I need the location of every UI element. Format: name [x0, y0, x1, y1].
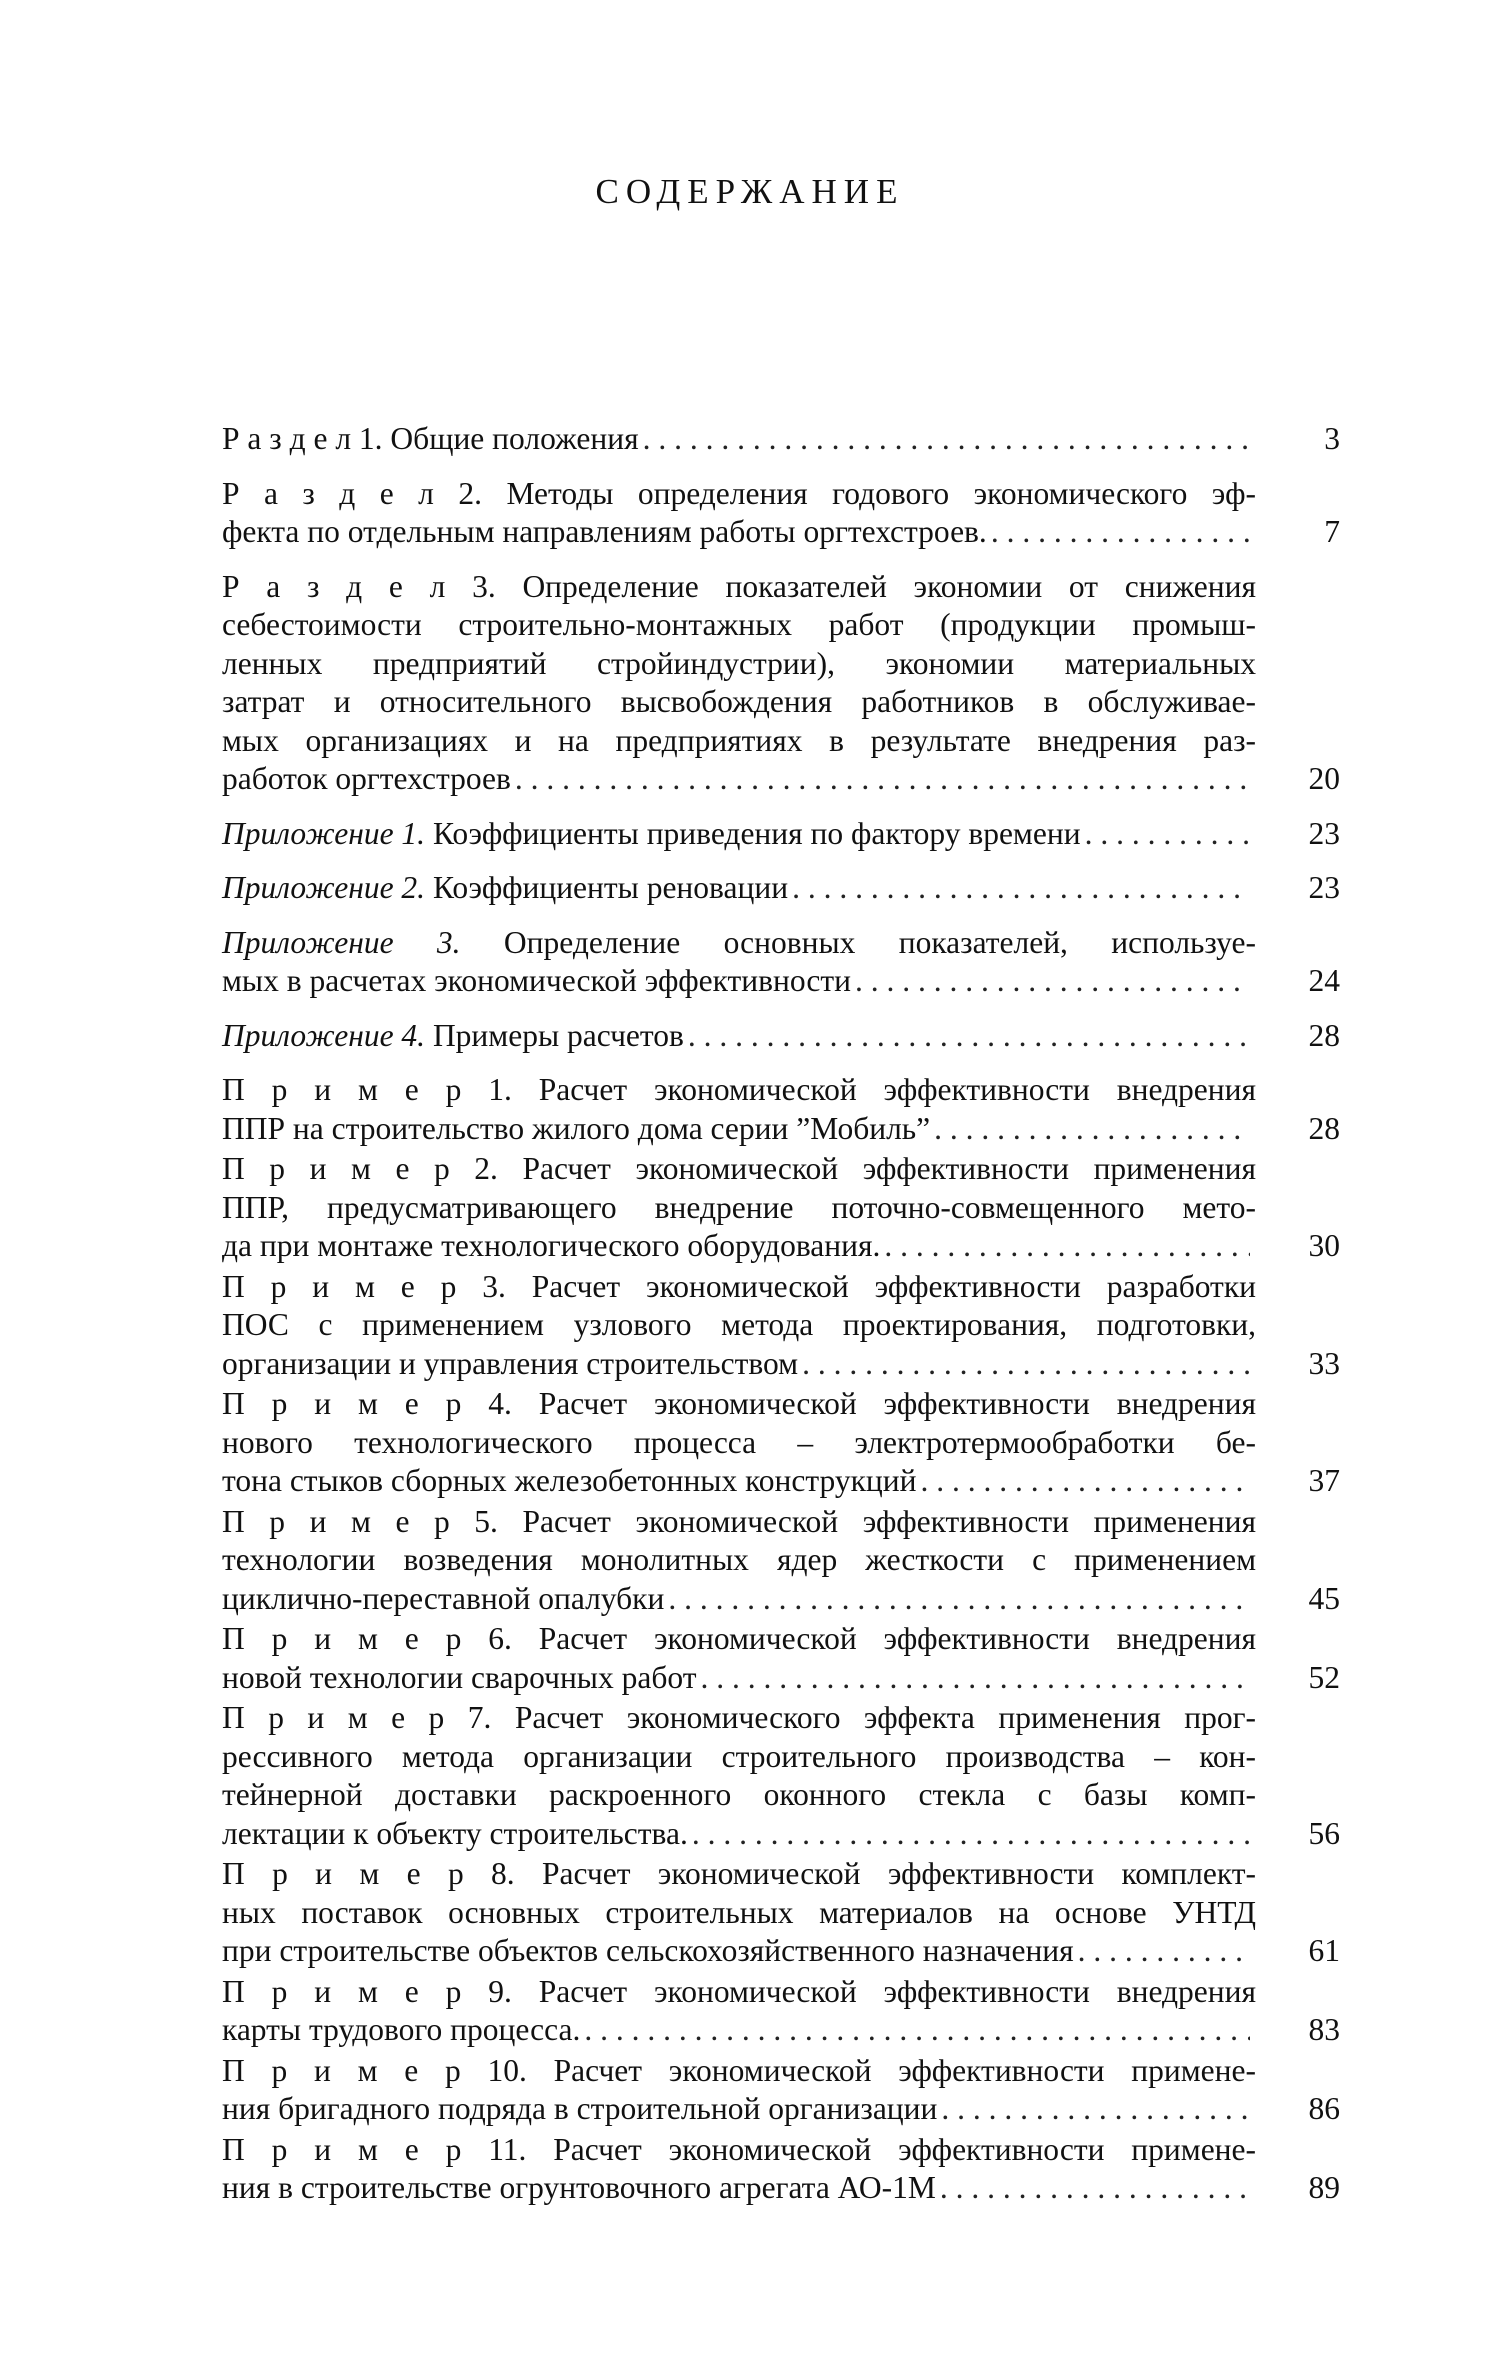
- toc-line: [222, 1932, 1256, 1971]
- toc-entry-prefix: П р и м е р 8.: [222, 1856, 515, 1891]
- toc-entry-line-text: Расчет экономической эффективности разработки: [531, 1268, 1256, 1304]
- toc-entry-prefix: Р а з д е л 3.: [222, 568, 496, 604]
- toc-line: [222, 645, 1256, 684]
- toc-entry-prefix: П р и м е р 9.: [222, 1973, 512, 2009]
- toc-line: [222, 1659, 1256, 1698]
- toc-line: [222, 1580, 1256, 1619]
- toc-page-number: 86: [1308, 2091, 1340, 2126]
- toc-line: [222, 1227, 1256, 1266]
- toc-page-number: 56: [1308, 1815, 1340, 1851]
- dot-leader: [584, 2011, 1250, 2050]
- toc-entry-line-text: тона стыков сборных железобетонных конструкций: [222, 1463, 917, 1498]
- toc-page-number: 28: [1308, 1110, 1340, 1146]
- toc-line: [222, 1462, 1256, 1501]
- toc-line: [222, 1268, 1256, 1307]
- toc-entry-line-text: Расчет экономической эффективности применения: [522, 1503, 1256, 1539]
- toc-page-number: 37: [1308, 1463, 1340, 1498]
- toc-page-number: 24: [1308, 963, 1340, 998]
- dot-leader: [855, 962, 1250, 1001]
- toc-entry-line-text: Методы определения годового экономического эф-: [506, 475, 1256, 511]
- toc-entry-line-text: ния бригадного подряда в строительной организации: [222, 2091, 938, 2126]
- toc-entry-line-text: Расчет экономической эффективности внедрения: [538, 1072, 1256, 1107]
- toc-line: [222, 1071, 1256, 1110]
- toc-line: [222, 722, 1256, 761]
- dot-leader: [934, 1110, 1250, 1149]
- toc-line: [222, 513, 1256, 552]
- dot-leader: [700, 1659, 1250, 1698]
- toc-entry-line-text: ППР, предусматривающего внедрение поточно-совмещенного мето-: [222, 1189, 1256, 1225]
- toc-line: [222, 1017, 1256, 1056]
- toc-line: [222, 2131, 1256, 2170]
- toc-page-number: 83: [1308, 2012, 1340, 2047]
- toc-entry-text: [222, 1150, 1256, 1266]
- toc-page-number: 89: [1308, 2170, 1340, 2205]
- toc-entry-prefix: П р и м е р 1.: [222, 1072, 512, 1107]
- toc-page-number: 28: [1308, 1017, 1340, 1053]
- toc-entry-text: [222, 1620, 1256, 1697]
- toc-entry[interactable]: [222, 815, 1340, 854]
- toc-entry[interactable]: [222, 1268, 1340, 1384]
- dot-leader: [668, 1580, 1250, 1619]
- toc-line: [222, 568, 1256, 607]
- toc-page-number: 7: [1324, 514, 1340, 549]
- toc-entry-line-text: Расчет экономической эффективности применения: [522, 1151, 1256, 1186]
- toc-page-number: 23: [1308, 870, 1340, 905]
- toc-entry-line-text: нового технологического процесса – электротермообработки бе-: [222, 1424, 1256, 1460]
- toc-entry-text: [222, 568, 1256, 799]
- toc-line: [222, 1306, 1256, 1345]
- dot-leader: [941, 2090, 1250, 2129]
- dot-leader: [802, 1345, 1250, 1384]
- toc-line: [222, 1189, 1256, 1228]
- toc-entry-text: [222, 1385, 1256, 1501]
- toc-entry-line-text: Общие положения: [390, 421, 639, 456]
- toc-entry-text: [222, 2052, 1256, 2129]
- toc-line: [222, 1815, 1256, 1854]
- page-title: СОДЕРЖАНИЕ: [595, 172, 905, 211]
- toc-entry-line-text: Расчет экономической эффективности примене-: [553, 2052, 1256, 2088]
- table-of-contents: [222, 420, 1340, 2208]
- toc-page-number: 61: [1308, 1933, 1340, 1968]
- toc-line: [222, 420, 1256, 459]
- toc-page-number: 23: [1308, 815, 1340, 851]
- toc-entry-line-text: организации и управления строительством: [222, 1345, 799, 1381]
- toc-entry-line-text: лектации к объекту строительства.: [222, 1815, 688, 1851]
- toc-entry-text: [222, 1268, 1256, 1384]
- toc-entry-line-text: Расчет экономической эффективности внедрения: [538, 1973, 1256, 2009]
- toc-entry[interactable]: [222, 1855, 1340, 1971]
- toc-entry-text: [222, 420, 1256, 459]
- toc-entry[interactable]: [222, 1385, 1340, 1501]
- toc-entry[interactable]: [222, 1699, 1340, 1853]
- toc-entry-text: [222, 1017, 1256, 1056]
- toc-entry-line-text: новой технологии сварочных работ: [222, 1659, 697, 1695]
- toc-entry-prefix: П р и м е р 3.: [222, 1268, 506, 1304]
- toc-line: [222, 869, 1256, 908]
- toc-entry-line-text: работок оргтехстроев: [222, 761, 511, 796]
- toc-line: [222, 1150, 1256, 1189]
- toc-entry-text: [222, 1699, 1256, 1853]
- toc-page-number: 30: [1308, 1228, 1340, 1263]
- dot-leader: [884, 1227, 1250, 1266]
- toc-entry-line-text: ПОС с применением узлового метода проектирования, подготовки,: [222, 1307, 1256, 1342]
- toc-line: [222, 1503, 1256, 1542]
- toc-entry-line-text: мых в расчетах экономической эффективности: [222, 963, 852, 998]
- toc-entry-line-text: Расчет экономического эффекта применения прог-: [514, 1700, 1256, 1735]
- dot-leader: [515, 760, 1250, 799]
- toc-line: [222, 1973, 1256, 2012]
- toc-entry-prefix: П р и м е р 5.: [222, 1503, 498, 1539]
- toc-entry-prefix: П р и м е р 11.: [222, 2131, 527, 2167]
- toc-entry[interactable]: [222, 475, 1340, 552]
- toc-entry-line-text: Расчет экономической эффективности комплект-: [542, 1856, 1256, 1891]
- toc-line: [222, 2011, 1256, 2050]
- toc-entry-line-text: рессивного метода организации строительного производства – кон-: [222, 1738, 1256, 1774]
- dot-leader: [991, 513, 1250, 552]
- toc-line: [222, 1345, 1256, 1384]
- toc-entry-line-text: ППР на строительство жилого дома серии ”Мобиль”: [222, 1110, 931, 1146]
- toc-line: [222, 1541, 1256, 1580]
- dot-leader: [1085, 815, 1250, 854]
- toc-entry-prefix: Приложение 3.: [222, 924, 461, 960]
- toc-entry-line-text: тейнерной доставки раскроенного оконного стекла с базы комп-: [222, 1777, 1256, 1812]
- toc-entry-text: [222, 1503, 1256, 1619]
- toc-page-number: 3: [1324, 421, 1340, 456]
- toc-entry-text: [222, 1855, 1256, 1971]
- toc-entry-prefix: Приложение 2.: [222, 870, 426, 905]
- toc-entry-text: [222, 1973, 1256, 2050]
- toc-entry-prefix: Р а з д е л 2.: [222, 475, 482, 511]
- toc-line: [222, 2169, 1256, 2208]
- toc-entry-prefix: П р и м е р 2.: [222, 1151, 498, 1186]
- dot-leader: [692, 1815, 1250, 1854]
- toc-entry-line-text: Определение основных показателей, используе-: [503, 924, 1256, 960]
- dot-leader: [688, 1017, 1250, 1056]
- toc-entry-line-text: ленных предприятий стройиндустрии), экономии материальных: [222, 645, 1256, 681]
- toc-line: [222, 1110, 1256, 1149]
- toc-line: [222, 760, 1256, 799]
- toc-entry-line-text: карты трудового процесса.: [222, 2012, 581, 2047]
- toc-page-number: 52: [1308, 1659, 1340, 1695]
- toc-entry-line-text: фекта по отдельным направлениям работы оргтехстроев.: [222, 514, 987, 549]
- toc-line: [222, 962, 1256, 1001]
- toc-entry-line-text: ных поставок основных строительных материалов на основе УНТД: [222, 1894, 1256, 1930]
- toc-entry-line-text: ния в строительстве огрунтовочного агрегата АО-1М: [222, 2170, 936, 2205]
- dot-leader: [792, 869, 1250, 908]
- toc-entry-line-text: циклично-переставной опалубки: [222, 1580, 665, 1616]
- toc-entry-line-text: себестоимости строительно-монтажных работ (продукции промыш-: [222, 607, 1256, 642]
- dot-leader: [1078, 1932, 1250, 1971]
- toc-entry[interactable]: [222, 924, 1340, 1001]
- toc-entry-line-text: Расчет экономической эффективности внедрения: [538, 1386, 1256, 1421]
- toc-entry-line-text: Расчет экономической эффективности примене-: [553, 2131, 1257, 2167]
- toc-line: [222, 1385, 1256, 1424]
- toc-line: [222, 1894, 1256, 1933]
- toc-line: [222, 1620, 1256, 1659]
- toc-entry-text: [222, 2131, 1256, 2208]
- toc-entry[interactable]: [222, 1973, 1340, 2050]
- toc-entry-line-text: Коэффициенты приведения по фактору времени: [432, 815, 1081, 851]
- toc-entry-prefix: Приложение 4.: [222, 1017, 426, 1053]
- toc-entry-prefix: П р и м е р 4.: [222, 1386, 512, 1421]
- toc-entry-prefix: Р а з д е л 1.: [222, 421, 383, 456]
- toc-entry-text: [222, 815, 1256, 854]
- toc-line: [222, 1738, 1256, 1777]
- toc-line: [222, 924, 1256, 963]
- toc-line: [222, 1424, 1256, 1463]
- toc-page-number: 33: [1308, 1345, 1340, 1381]
- dot-leader: [940, 2169, 1250, 2208]
- toc-entry-text: [222, 1071, 1256, 1148]
- dot-leader: [921, 1462, 1251, 1501]
- toc-page-number: 45: [1308, 1580, 1340, 1616]
- toc-line: [222, 606, 1256, 645]
- toc-entry[interactable]: [222, 1503, 1340, 1619]
- toc-entry-line-text: Определение показателей экономии от снижения: [522, 568, 1256, 604]
- toc-entry-line-text: технологии возведения монолитных ядер жесткости с применением: [222, 1542, 1256, 1577]
- toc-entry[interactable]: [222, 1071, 1340, 1148]
- toc-line: [222, 683, 1256, 722]
- toc-entry-line-text: да при монтаже технологического оборудования.: [222, 1228, 881, 1263]
- toc-entry[interactable]: [222, 1150, 1340, 1266]
- toc-entry-text: [222, 924, 1256, 1001]
- toc-entry-line-text: Расчет экономической эффективности внедрения: [538, 1621, 1256, 1656]
- toc-entry-line-text: затрат и относительного высвобождения работников в обслуживае-: [222, 684, 1256, 719]
- toc-entry-prefix: П р и м е р 6.: [222, 1621, 512, 1656]
- toc-line: [222, 2052, 1256, 2091]
- toc-entry[interactable]: [222, 2131, 1340, 2208]
- toc-entry[interactable]: [222, 1017, 1340, 1056]
- toc-line: [222, 1855, 1256, 1894]
- toc-entry-prefix: П р и м е р 7.: [222, 1700, 492, 1735]
- toc-entry-text: [222, 869, 1256, 908]
- toc-entry[interactable]: [222, 420, 1340, 459]
- toc-entry-line-text: Коэффициенты реновации: [432, 870, 789, 905]
- toc-line: [222, 1699, 1256, 1738]
- toc-entry[interactable]: [222, 1620, 1340, 1697]
- toc-page-number: 20: [1308, 761, 1340, 796]
- toc-entry-line-text: Примеры расчетов: [432, 1017, 684, 1053]
- toc-entry[interactable]: [222, 568, 1340, 799]
- toc-entry[interactable]: [222, 2052, 1340, 2129]
- toc-line: [222, 2090, 1256, 2129]
- toc-entry-prefix: П р и м е р 10.: [222, 2052, 527, 2088]
- toc-entry-prefix: Приложение 1.: [222, 815, 426, 851]
- dot-leader: [643, 420, 1250, 459]
- toc-entry-line-text: при строительстве объектов сельскохозяйственного назначения: [222, 1933, 1074, 1968]
- toc-entry-line-text: мых организациях и на предприятиях в результате внедрения раз-: [222, 722, 1256, 758]
- toc-line: [222, 815, 1256, 854]
- toc-line: [222, 1776, 1256, 1815]
- toc-entry-text: [222, 475, 1256, 552]
- toc-entry[interactable]: [222, 869, 1340, 908]
- toc-line: [222, 475, 1256, 514]
